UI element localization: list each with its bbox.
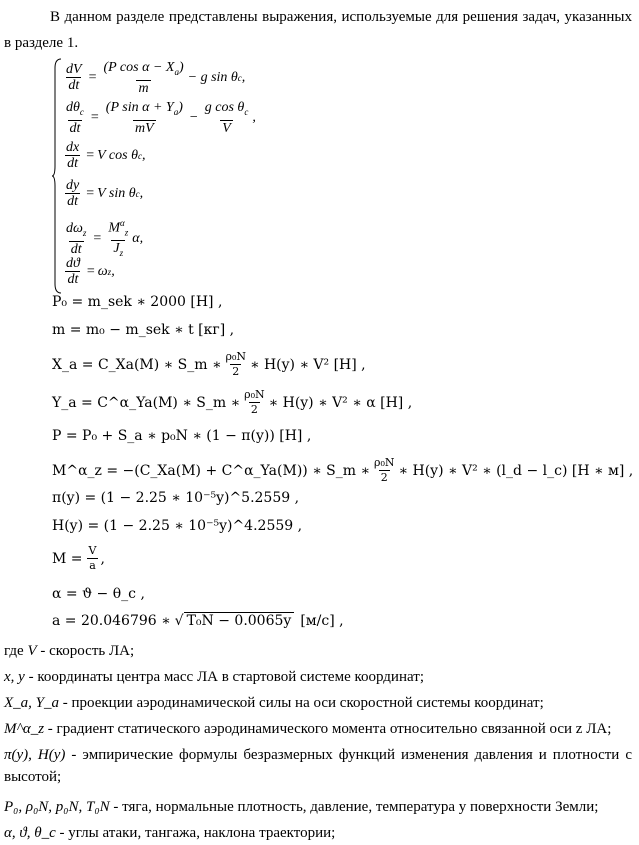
definition-empirical-functions: π(y), H(y) - эмпирические формулы безразмерных функций изменения давления и плотности с высотой; (4, 747, 632, 785)
formula-thrust-altitude: P = P₀ + S_a ∗ p₀N ∗ (1 − π(y)) [Н] , (52, 428, 312, 444)
equation-dy-dt: $\frac{dy}{dt}$ = V sin θ c , (66, 178, 144, 209)
formula-mach: M = $\frac{V}{a}$ , (52, 544, 105, 572)
formula-lift-force: Y_a = C^α_Ya(M) ∗ S_m ∗ $\frac{\text{ρ₀N}}{2}$ ∗ H(y) ∗ V² ∗ α [Н] , (52, 388, 413, 416)
formula-density-function: H(y) = (1 − 2.25 ∗ 10⁻⁵y)^4.2559 , (52, 518, 303, 534)
definition-xy: x, y - координаты центра масс ЛА в стартовой системе координат; (4, 669, 424, 685)
formula-mass: m = m₀ − m_sek ∗ t [кг] , (52, 322, 235, 338)
intro-paragraph: В данном разделе представлены выражения, используемые для решения задач, указанных в разделе 1. (4, 9, 632, 51)
formula-drag-force: X_a = C_Xa(M) ∗ S_m ∗ $\frac{\text{ρ₀N}}{2}$ ∗ H(y) ∗ V² [Н] , (52, 350, 366, 378)
equation-system (52, 58, 352, 294)
definition-xa-ya: X_a, Y_a - проекции аэродинамической силы на оси скоростной системы координат; (4, 695, 544, 711)
equation-dtheta-dt: $\frac{d\theta_c}{dt}$ = $\frac{(P \sin \alpha + Y_a)}{mV}$ − $\frac{g \cos \theta_c}{V}$ , (66, 100, 256, 136)
equation-dvartheta-dt: $\frac{dϑ}{dt}$ = ω z , (66, 256, 115, 287)
formula-thrust: P₀ = m_sek ∗ 2000 [Н] , (52, 294, 223, 310)
equation-dx-dt: $\frac{dx}{dt}$ = V cos θ c , (66, 140, 146, 171)
equation-dv-dt: $\frac{dV}{dt}$ = $\frac{(P \cos \alpha - X_a)}{m}$ − g sin θ c , (66, 60, 246, 96)
definition-moment-gradient: M^α_z - градиент статического аэродинамического момента относительно связанной оси z ЛА; (4, 721, 612, 737)
definition-v: где V - скорость ЛА; (4, 643, 135, 659)
formula-speed-of-sound: a = 20.046796 ∗ √ T₀N − 0.0065y [м/с] , (52, 612, 344, 629)
formula-pressure-function: π(y) = (1 − 2.25 ∗ 10⁻⁵y)^5.2559 , (52, 490, 300, 506)
left-brace-icon (52, 58, 62, 294)
equation-domega-dt: $\frac{d\omega_z}{dt}$ = $\frac{M^\alpha_z}{J_z}$ α , (62, 216, 143, 261)
sqrt-icon: √ (174, 612, 184, 629)
definition-surface-params: P₀, ρ₀N, p₀N, T₀N - тяга, нормальные плотность, давление, температура у поверхности Земли; (4, 799, 599, 815)
formula-angle-of-attack: α = ϑ − θ_c , (52, 586, 145, 602)
definition-angles: α, ϑ, θ_c - углы атаки, тангажа, наклона траектории; (4, 825, 336, 841)
formula-moment: M^α_z = −(C_Xa(M) + C^α_Ya(M)) ∗ S_m ∗ $\frac{\text{ρ₀N}}{2}$ ∗ H(y) ∗ V² ∗ (l_d − l_c) [Н ∗ м] , (52, 456, 634, 484)
